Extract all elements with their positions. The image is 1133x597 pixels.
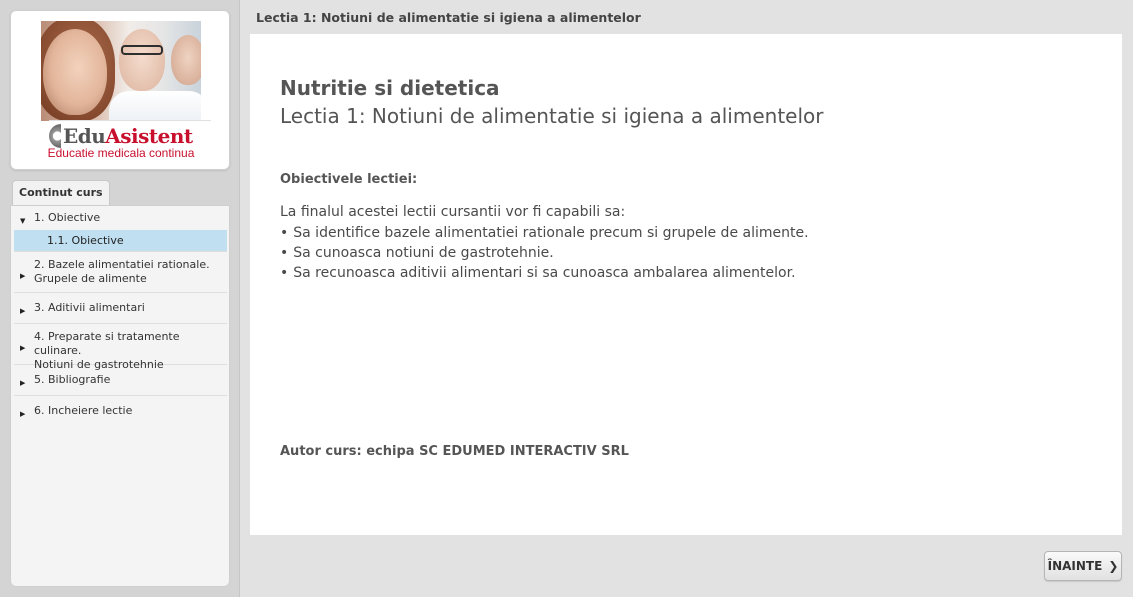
logo-panel [10,10,230,170]
course-author: Autor curs: echipa SC EDUMED INTERACTIV SRL [280,444,629,459]
brand-mark-icon [49,124,61,148]
next-button[interactable] [1044,551,1122,581]
brand-name-part1: Edu [63,123,106,148]
outline-item-aditivii[interactable]: ▶ 3. Aditivii alimentari [14,293,227,324]
triangle-down-icon: ▼ [20,217,26,225]
lesson-title: Lectia 1: Notiuni de alimentatie si igiena a alimentelor [280,104,824,128]
objectives-heading: Obiectivele lectiei: [280,172,418,187]
course-title: Nutritie si dietetica [280,76,500,100]
outline-item-bazele-alimentatiei[interactable]: ▶ 2. Bazele alimentatiei rationale. Grupele de alimente [14,252,227,293]
list-item: • Sa identifice bazele alimentatiei rationale precum si grupele de alimente. [280,223,809,243]
course-outline [10,205,230,587]
sidebar [0,0,240,597]
triangle-right-icon: ▶ [20,379,26,387]
objectives-list [280,223,809,283]
logo-photo [41,21,201,121]
list-item: • Sa recunoasca aditivii alimentari si sa cunoasca ambalarea alimentelor. [280,263,809,283]
list-item: • Sa cunoasca notiuni de gastrotehnie. [280,243,809,263]
slide-content [250,34,1122,535]
outline-subitem-objectives[interactable]: 1.1. Obiective [14,230,227,252]
triangle-right-icon: ▶ [20,410,26,418]
triangle-right-icon: ▶ [20,272,26,280]
outline-item-preparate[interactable]: ▶ 4. Preparate si tratamente culinare. Notiuni de gastrotehnie [14,324,227,365]
outline-item-objectives[interactable]: ▼ 1. Obiective [14,206,227,230]
brand-name-part2: Asistent [105,123,193,148]
tab-course-content[interactable]: Continut curs [12,180,110,206]
outline-item-incheiere[interactable]: ▶ 6. Incheiere lectie [14,396,227,427]
brand-tagline: Educatie medicala continua [47,146,195,160]
outline-item-bibliografie[interactable]: ▶ 5. Bibliografie [14,365,227,396]
lesson-header: Lectia 1: Notiuni de alimentatie si igiena a alimentelor [256,10,641,25]
chevron-right-icon: ❯ [1108,559,1119,573]
triangle-right-icon: ▶ [20,344,26,352]
next-button-label: ÎNAINTE [1047,559,1103,573]
triangle-right-icon: ▶ [20,307,26,315]
objectives-intro: La finalul acestei lectii cursantii vor fi capabili sa: [280,204,626,220]
